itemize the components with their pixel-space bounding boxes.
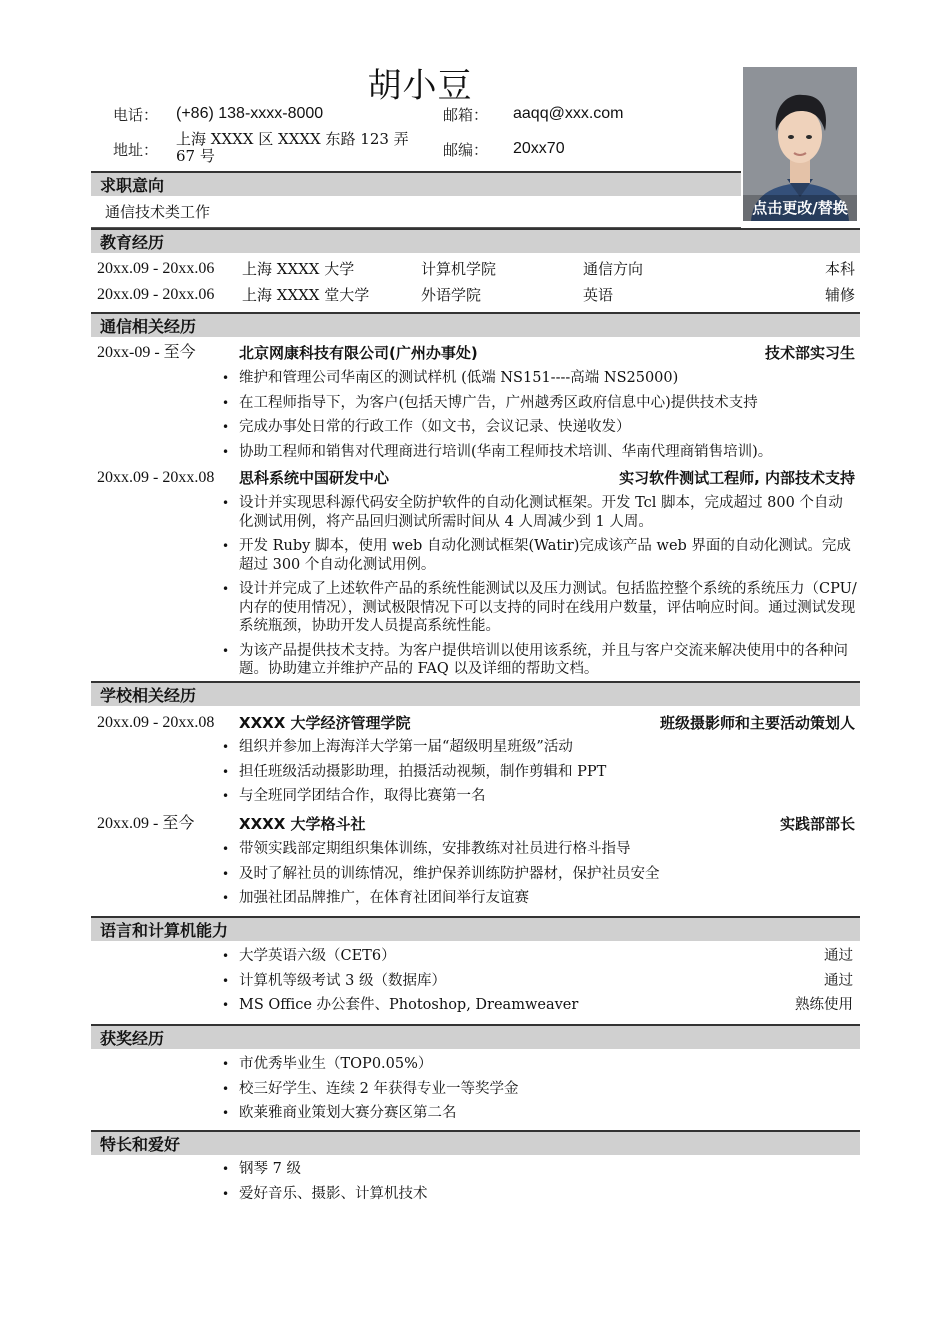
photo-change-caption[interactable]: 点击更改/替换: [743, 195, 857, 221]
awards-list: [239, 1055, 859, 1129]
job-header-row: [97, 813, 855, 835]
email-value-wrap: [513, 104, 624, 123]
education-college: 计算机学院: [421, 260, 497, 278]
address-value-wrap: [176, 131, 416, 165]
job-org: XXXX 大学经济管理学院: [239, 714, 411, 732]
section-header-awards: 获奖经历: [91, 1024, 860, 1049]
resume-name: 胡小豆: [367, 66, 473, 106]
education-row: [97, 284, 855, 306]
job-date: 20xx.09 - 20xx.08: [97, 714, 215, 731]
hobbies-list: [239, 1160, 859, 1209]
list-item: • 为该产品提供技术支持。为客户提供培训以使用该系统，并且与客户交流来解决使用中的各种问题。协助建立并维护产品的 FAQ 以及详细的帮助文档。: [239, 642, 857, 679]
phone-value-wrap: [176, 104, 323, 123]
list-item: [239, 972, 858, 991]
list-item: • 组织并参加上海海洋大学第一届“超级明星班级”活动: [239, 738, 859, 757]
objective-text: 通信技术类工作: [105, 203, 211, 221]
list-item: • 市优秀毕业生（TOP0.05%）: [239, 1055, 859, 1074]
education-row: [97, 258, 855, 280]
job-role: 班级摄影师和主要活动策划人: [659, 714, 855, 732]
list-item: • 校三好学生、连续 2 年获得专业一等奖学金: [239, 1080, 859, 1099]
list-item: • 协助工程师和销售对代理商进行培训(华南工程师技术培训、华南代理商销售培训)。: [239, 443, 859, 462]
section-header-objective: 求职意向: [91, 171, 741, 196]
phone-row: [113, 106, 158, 124]
list-item: • 在工程师指导下，为客户(包括天博广告，广州越秀区政府信息中心)提供技术支持: [239, 394, 859, 413]
education-school: 上海 XXXX 大学: [242, 260, 355, 278]
list-item: • 维护和管理公司华南区的测试样机 (低端 NS151----高端 NS25000): [239, 369, 859, 388]
list-item: • 设计并实现思科源代码安全防护软件的自动化测试框架。开发 Tcl 脚本，完成超过 800 个自动化测试用例，将产品回归测试所需时间从 4 人周减少到 1 人周。: [239, 494, 857, 531]
job-bullet-list: [239, 369, 859, 467]
education-degree: 本科: [824, 260, 855, 278]
job-date: 20xx.09 - 20xx.08: [97, 469, 215, 486]
section-header-school: 学校相关经历: [91, 681, 860, 706]
list-item: • 爱好音乐、摄影、计算机技术: [239, 1185, 859, 1204]
list-item: • 开发 Ruby 脚本，使用 web 自动化测试框架(Watir)完成该产品 web 界面的自动化测试。完成超过 300 个自动化测试用例。: [239, 537, 857, 574]
education-major: 英语: [583, 286, 614, 304]
job-role: 技术部实习生: [764, 344, 855, 362]
email-label: 邮箱：: [443, 106, 489, 124]
zip-label: 邮编：: [443, 141, 489, 159]
skill-text: 大学英语六级（CET6）: [239, 948, 396, 964]
education-date: 20xx.09 - 20xx.06: [97, 260, 215, 277]
education-college: 外语学院: [421, 286, 482, 304]
profile-photo[interactable]: [743, 67, 857, 221]
section-header-work: 通信相关经历: [91, 312, 860, 337]
section-header-skills: 语言和计算机能力: [91, 916, 860, 941]
email-row: [443, 106, 488, 124]
phone-value: (+86) 138-xxxx-8000: [176, 105, 324, 122]
address-label: 地址：: [113, 141, 159, 159]
job-date: 20xx.09 - 至今: [97, 815, 195, 832]
section-header-hobbies: 特长和爱好: [91, 1130, 860, 1155]
skill-text: MS Office 办公套件、Photoshop, Dreamweaver: [239, 997, 579, 1013]
list-item: • 加强社团品牌推广，在体育社团间举行友谊赛: [239, 889, 859, 908]
list-item: • 担任班级活动摄影助理，拍摄活动视频，制作剪辑和 PPT: [239, 763, 859, 782]
list-item: [239, 996, 858, 1015]
skill-level: 熟练使用: [795, 997, 853, 1013]
job-bullet-list: [239, 738, 859, 812]
skill-level: 通过: [824, 948, 853, 964]
job-header-row: [97, 467, 855, 489]
job-org: 思科系统中国研发中心: [239, 469, 390, 487]
list-item: • 带领实践部定期组织集体训练，安排教练对社员进行格斗指导: [239, 840, 859, 859]
job-bullet-list: [239, 840, 859, 914]
list-item: [239, 947, 858, 966]
job-date: 20xx-09 - 至今: [97, 344, 196, 361]
skill-text: 计算机等级考试 3 级（数据库）: [239, 972, 446, 989]
list-item: • 及时了解社员的训练情况，维护保养训练防护器材，保护社员安全: [239, 865, 859, 884]
phone-label: 电话：: [113, 106, 159, 124]
education-date: 20xx.09 - 20xx.06: [97, 286, 215, 303]
education-school: 上海 XXXX 堂大学: [242, 286, 370, 304]
job-org: 北京网康科技有限公司(广州办事处): [239, 344, 478, 362]
skill-level: 通过: [824, 972, 853, 989]
skills-list: [239, 947, 858, 1021]
zip-value: 20xx70: [513, 140, 565, 157]
education-degree: 辅修: [824, 286, 855, 304]
list-item: • 与全班同学团结合作，取得比赛第一名: [239, 787, 859, 806]
email-value: aaqq@xxx.com: [513, 105, 624, 122]
list-item: • 设计并完成了上述软件产品的系统性能测试以及压力测试。包括监控整个系统的系统压力（CPU/内存的使用情况），测试极限情况下可以支持的同时在线用户数量，评估响应时间。通过测试发现系统瓶颈，协助开发人员提高系统性能。: [239, 580, 857, 636]
job-bullet-list: [239, 494, 857, 685]
zip-value-wrap: [513, 139, 565, 158]
job-role: 实践部部长: [779, 815, 855, 833]
section-header-education: 教育经历: [91, 228, 860, 253]
zip-row: [443, 141, 488, 159]
job-role: 实习软件测试工程师, 内部技术支持: [619, 469, 855, 487]
address-row: [113, 141, 158, 159]
job-org: XXXX 大学格斗社: [239, 815, 366, 833]
job-header-row: [97, 712, 855, 734]
address-value: 上海 XXXX 区 XXXX 东路 123 弄 67 号: [176, 130, 409, 165]
objective-text-row: [105, 201, 863, 223]
list-item: • 钢琴 7 级: [239, 1160, 859, 1179]
list-item: • 欧莱雅商业策划大赛分赛区第二名: [239, 1104, 859, 1123]
list-item: • 完成办事处日常的行政工作（如文书，会议记录、快递收发）: [239, 418, 859, 437]
job-header-row: [97, 342, 855, 364]
education-major: 通信方向: [583, 260, 644, 278]
